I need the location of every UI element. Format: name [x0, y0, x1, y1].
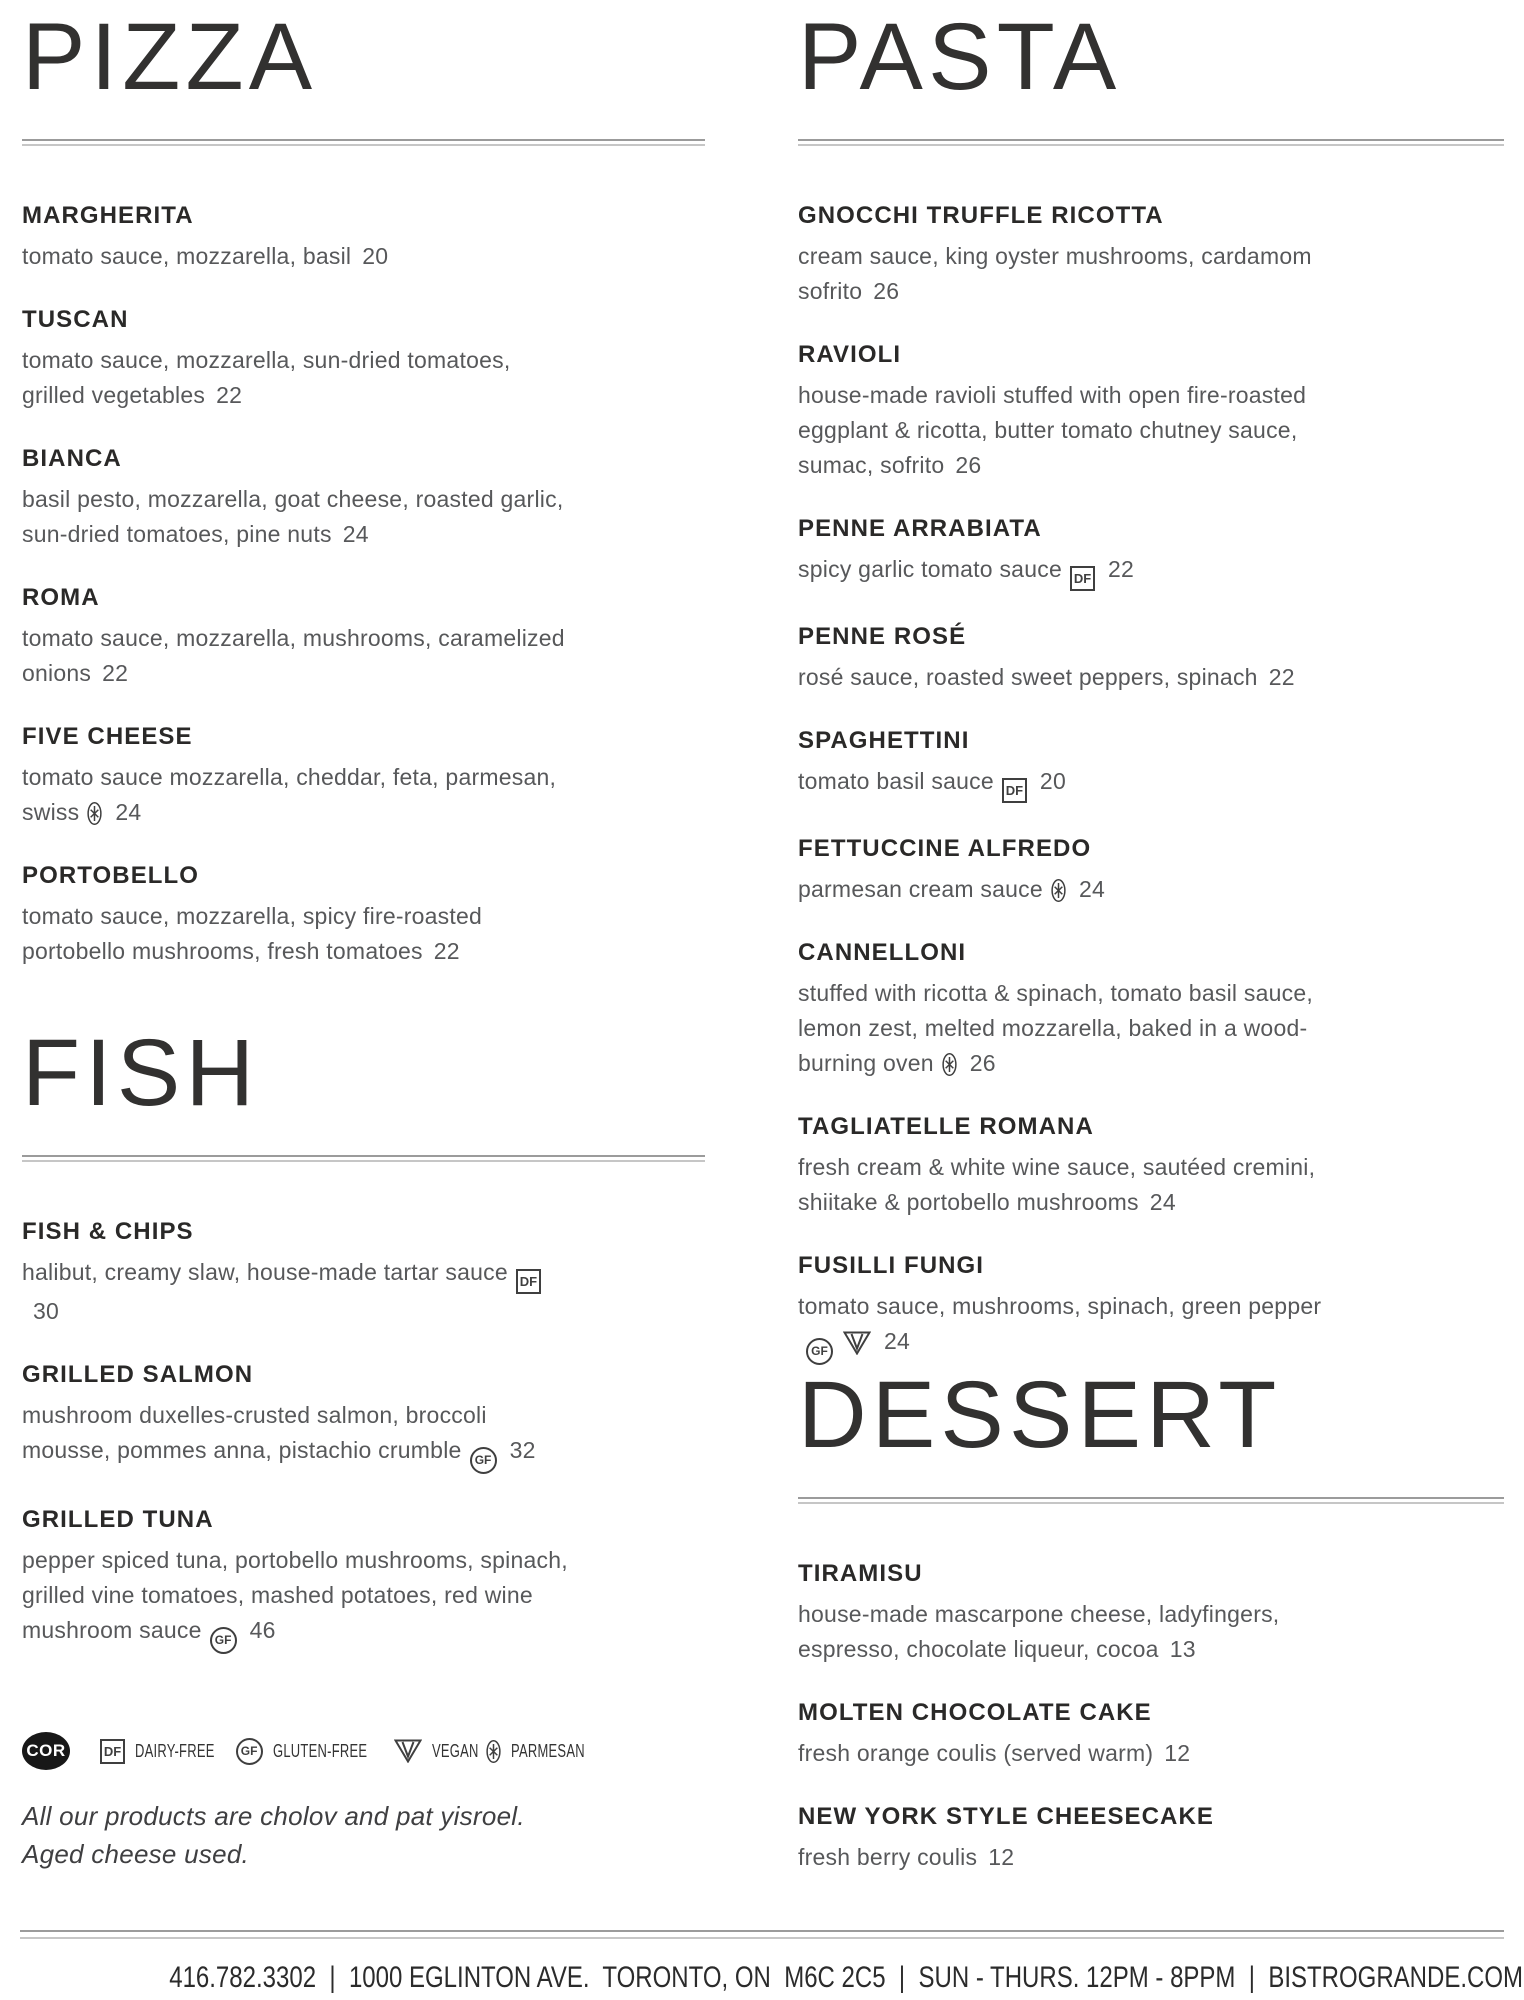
item-description: fresh cream & white wine sauce, sautéed cremini, shiitake & portobello mushrooms 24 — [798, 1154, 1316, 1215]
legend-entry — [236, 1738, 367, 1765]
footer-text: 416.782.3302 | 1000 EGLINTON AVE. TORONTO, ON M6C 2C5 | SUN - THURS. 12PM - 8PPM | BISTROGRANDE.COM — [169, 1961, 1524, 1994]
section-divider — [22, 139, 705, 146]
item-name: TUSCAN — [22, 306, 129, 333]
item-description: tomato basil sauce DF 20 — [798, 764, 1334, 803]
parmesan-icon — [1051, 878, 1066, 903]
item-name: CANNELLONI — [798, 939, 967, 966]
menu-item — [798, 1803, 1504, 1875]
item-name: GRILLED SALMON — [22, 1361, 254, 1388]
section-items — [22, 1218, 705, 1654]
item-name: NEW YORK STYLE CHEESECAKE — [798, 1803, 1214, 1830]
item-price: 13 — [1169, 1636, 1196, 1662]
item-name: ROMA — [22, 584, 100, 611]
item-price: 24 — [1149, 1189, 1176, 1215]
dairy-free-icon: DF — [1002, 778, 1027, 803]
item-description: cream sauce, king oyster mushrooms, cardamom sofrito 26 — [798, 243, 1312, 304]
item-name: FISH & CHIPS — [22, 1218, 194, 1245]
menu-item — [22, 306, 705, 413]
section-items — [798, 1560, 1504, 1875]
item-price: 46 — [249, 1617, 276, 1643]
item-description: house-made ravioli stuffed with open fire-roasted eggplant & ricotta, butter tomato chutney sauce, sumac, sofrito 26 — [798, 382, 1307, 478]
footer — [0, 1962, 1524, 1994]
item-name: TIRAMISU — [798, 1560, 923, 1587]
menu-item — [22, 1506, 705, 1654]
item-description: mushroom duxelles-crusted salmon, broccoli mousse, pommes anna, pistachio crumble GF 32 — [22, 1398, 574, 1474]
item-name: MOLTEN CHOCOLATE CAKE — [798, 1699, 1152, 1726]
item-price: 12 — [988, 1844, 1015, 1870]
menu-item — [798, 1252, 1504, 1365]
item-name: FETTUCCINE ALFREDO — [798, 835, 1092, 862]
item-description: fresh berry coulis 12 — [798, 1844, 1015, 1870]
menu-item — [22, 862, 705, 969]
item-description: fresh orange coulis (served warm) 12 — [798, 1740, 1191, 1766]
item-name: FUSILLI FUNGI — [798, 1252, 985, 1279]
item-description: stuffed with ricotta & spinach, tomato basil sauce, lemon zest, melted mozzarella, baked in a wood-burning oven 26 — [798, 980, 1314, 1076]
cor-kosher-badge: COR — [22, 1732, 70, 1770]
menu-item — [798, 341, 1504, 483]
section-title: PASTA — [798, 4, 1122, 110]
item-description: parmesan cream sauce 24 — [798, 876, 1105, 902]
item-description: tomato sauce mozzarella, cheddar, feta, parmesan, swiss 24 — [22, 764, 557, 825]
section-title: FISH — [22, 1020, 260, 1126]
item-description: halibut, creamy slaw, house-made tartar sauce DF30 — [22, 1255, 574, 1329]
item-name: GRILLED TUNA — [22, 1506, 214, 1533]
menu-section-pizza — [22, 4, 705, 1001]
kosher-note — [22, 1797, 525, 1873]
item-price: 22 — [1107, 556, 1135, 582]
item-price: 22 — [216, 382, 243, 408]
dairy-free-icon: DF — [516, 1269, 541, 1294]
parmesan-icon — [87, 801, 102, 826]
section-divider — [22, 1155, 705, 1162]
item-name: PENNE ARRABIATA — [798, 515, 1042, 542]
vegan-icon — [843, 1331, 871, 1355]
menu-item — [798, 939, 1504, 1081]
footer-divider — [20, 1930, 1504, 1939]
legend-label: VEGAN — [431, 1740, 479, 1761]
kosher-note-line: All our products are cholov and pat yisroel. — [22, 1801, 525, 1831]
menu-item — [798, 1113, 1504, 1220]
item-description: tomato sauce, mozzarella, basil 20 — [22, 243, 389, 269]
menu-item — [798, 835, 1504, 907]
item-name: SPAGHETTINI — [798, 727, 970, 754]
item-description: rosé sauce, roasted sweet peppers, spinach 22 — [798, 664, 1295, 690]
legend-entry — [22, 1732, 70, 1770]
item-price: 22 — [1268, 664, 1295, 690]
item-price: 26 — [873, 278, 900, 304]
item-price: 24 — [884, 1328, 911, 1354]
section-title: PIZZA — [22, 4, 318, 110]
item-name: BIANCA — [22, 445, 122, 472]
item-description: tomato sauce, mushrooms, spinach, green pepperGF 24 — [798, 1289, 1334, 1365]
item-name: MARGHERITA — [22, 202, 194, 229]
gluten-free-icon: GF — [210, 1627, 237, 1654]
item-price: 24 — [115, 799, 142, 825]
legend-label: GLUTEN-FREE — [272, 1740, 367, 1761]
item-price: 20 — [362, 243, 389, 269]
menu-section-dessert — [798, 1362, 1504, 1907]
item-price: 26 — [955, 452, 982, 478]
gluten-free-icon: GF — [470, 1447, 497, 1474]
section-items — [22, 202, 705, 969]
menu-item — [22, 1218, 705, 1329]
vegan-icon — [394, 1739, 422, 1763]
gluten-free-icon: GF — [806, 1338, 833, 1365]
item-name: FIVE CHEESE — [22, 723, 193, 750]
item-name: GNOCCHI TRUFFLE RICOTTA — [798, 202, 1164, 229]
legend-entry — [394, 1739, 479, 1763]
menu-item — [798, 727, 1504, 803]
menu-item — [22, 445, 705, 552]
menu-item — [798, 202, 1504, 309]
menu-item — [798, 623, 1504, 695]
menu-item — [798, 1560, 1504, 1667]
section-divider — [798, 1497, 1504, 1504]
item-description: pepper spiced tuna, portobello mushrooms, spinach, grilled vine tomatoes, mashed potatoes, red wine mushroom sauce GF 46 — [22, 1543, 574, 1654]
menu-item — [798, 515, 1504, 591]
item-price: 26 — [969, 1050, 996, 1076]
dietary-legend — [22, 1732, 586, 1770]
item-description: spicy garlic tomato sauce DF 22 — [798, 552, 1334, 591]
legend-label: PARMESAN — [511, 1740, 586, 1761]
item-description: house-made mascarpone cheese, ladyfingers, espresso, chocolate liqueur, cocoa 13 — [798, 1601, 1280, 1662]
parmesan-icon — [942, 1052, 957, 1077]
section-title: DESSERT — [798, 1362, 1282, 1468]
menu-section-fish — [22, 1020, 705, 1686]
legend-label: DAIRY-FREE — [135, 1740, 215, 1761]
dairy-free-icon: DF — [100, 1739, 125, 1764]
item-description: basil pesto, mozzarella, goat cheese, roasted garlic, sun-dried tomatoes, pine nuts 24 — [22, 486, 564, 547]
parmesan-icon — [486, 1739, 501, 1764]
item-name: RAVIOLI — [798, 341, 902, 368]
item-name: PENNE ROSÉ — [798, 623, 967, 650]
item-price: 22 — [102, 660, 129, 686]
section-divider — [798, 139, 1504, 146]
menu-item — [22, 584, 705, 691]
legend-entry — [100, 1739, 215, 1764]
menu-item — [22, 723, 705, 830]
item-price: 22 — [433, 938, 460, 964]
menu-item — [22, 1361, 705, 1474]
item-price: 24 — [1078, 876, 1105, 902]
menu-item — [798, 1699, 1504, 1771]
item-price: 20 — [1039, 768, 1066, 794]
item-name: TAGLIATELLE ROMANA — [798, 1113, 1094, 1140]
menu-item — [22, 202, 705, 274]
item-description: tomato sauce, mozzarella, spicy fire-roasted portobello mushrooms, fresh tomatoes 22 — [22, 903, 483, 964]
item-price: 32 — [509, 1437, 536, 1463]
dairy-free-icon: DF — [1070, 566, 1095, 591]
gluten-free-icon: GF — [236, 1738, 263, 1765]
item-price: 30 — [33, 1298, 60, 1324]
section-items — [798, 202, 1504, 1365]
item-description: tomato sauce, mozzarella, sun-dried tomatoes, grilled vegetables 22 — [22, 347, 511, 408]
item-name: PORTOBELLO — [22, 862, 200, 889]
kosher-note-line: Aged cheese used. — [22, 1839, 250, 1869]
item-description: tomato sauce, mozzarella, mushrooms, caramelized onions 22 — [22, 625, 565, 686]
menu-section-pasta — [798, 4, 1504, 1397]
legend-entry — [486, 1739, 586, 1764]
item-price: 24 — [342, 521, 369, 547]
item-price: 12 — [1164, 1740, 1191, 1766]
